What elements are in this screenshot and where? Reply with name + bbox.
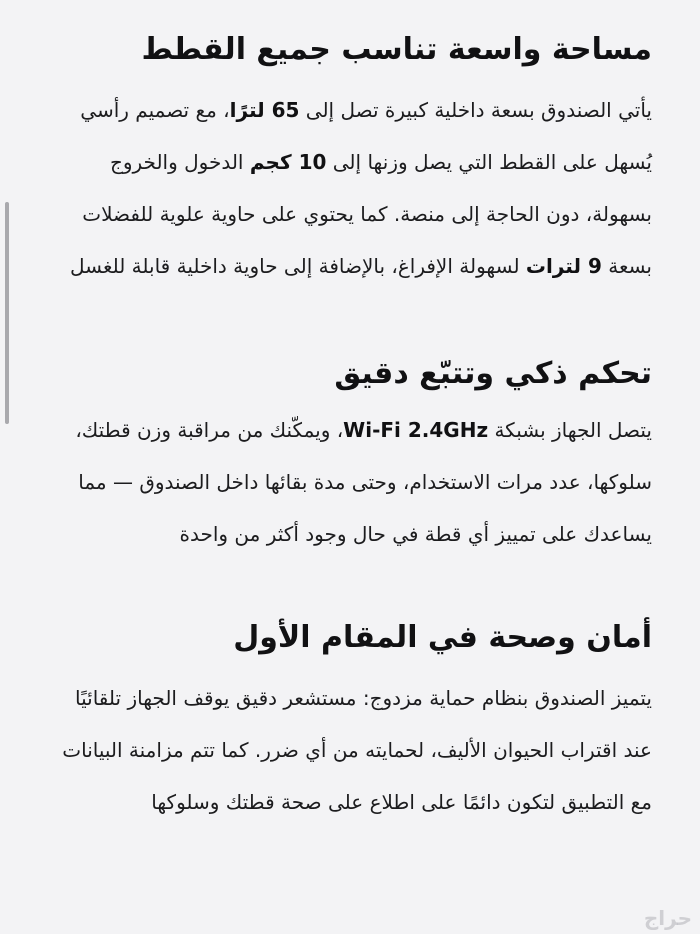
body-text: ، مع تصميم رأسي يُسهل على القطط التي يصل وزنها إلى xyxy=(80,98,652,174)
section-spacious xyxy=(48,0,652,292)
section-title-smart-control: تحكم ذكي وتتبّع دقيق xyxy=(334,356,652,391)
section-title-safety: أمان وصحة في المقام الأول xyxy=(233,620,652,655)
article-content xyxy=(48,0,652,828)
section-body-smart-control xyxy=(48,404,652,560)
watermark-logo: حراج xyxy=(643,906,692,930)
highlight-wifi: Wi-Fi 2.4GHz xyxy=(343,418,489,442)
body-text: الدخول والخروج بسهولة، دون الحاجة إلى منصة. كما يحتوي على حاوية علوية للفضلات بسعة xyxy=(82,150,652,278)
highlight-waste-capacity: 9 لترات xyxy=(525,254,602,278)
section-smart-control xyxy=(48,292,652,560)
highlight-capacity: 65 لترًا xyxy=(229,98,300,122)
section-body-safety xyxy=(48,672,652,828)
section-safety xyxy=(48,560,652,828)
body-text: يأتي الصندوق بسعة داخلية كبيرة تصل إلى xyxy=(299,98,652,122)
body-text: لسهولة الإفراغ، بالإضافة إلى حاوية داخلية قابلة للغسل xyxy=(69,254,526,278)
body-text: يتصل الجهاز بشبكة xyxy=(488,418,652,442)
scroll-indicator[interactable] xyxy=(5,202,9,424)
body-text: يتميز الصندوق بنظام حماية مزدوج: مستشعر دقيق يوقف الجهاز تلقائيًا عند اقتراب الحيوان الأليف، لحمايته من أي ضرر. كما تتم مزامنة البيانات مع التطبيق لتكون دائمًا على اطلاع على صحة قطتك وسلوكها xyxy=(62,686,652,814)
body-text: ، ويمكّنك من مراقبة وزن قطتك، سلوكها، عدد مرات الاستخدام، وحتى مدة بقائها داخل الصندوق — مما يساعدك على تمييز أي قطة في حال وجود أكثر من واحدة xyxy=(75,418,652,546)
section-body-spacious xyxy=(48,84,652,292)
highlight-weight: 10 كجم xyxy=(249,150,327,174)
section-title-spacious: مساحة واسعة تناسب جميع القطط xyxy=(141,32,652,67)
